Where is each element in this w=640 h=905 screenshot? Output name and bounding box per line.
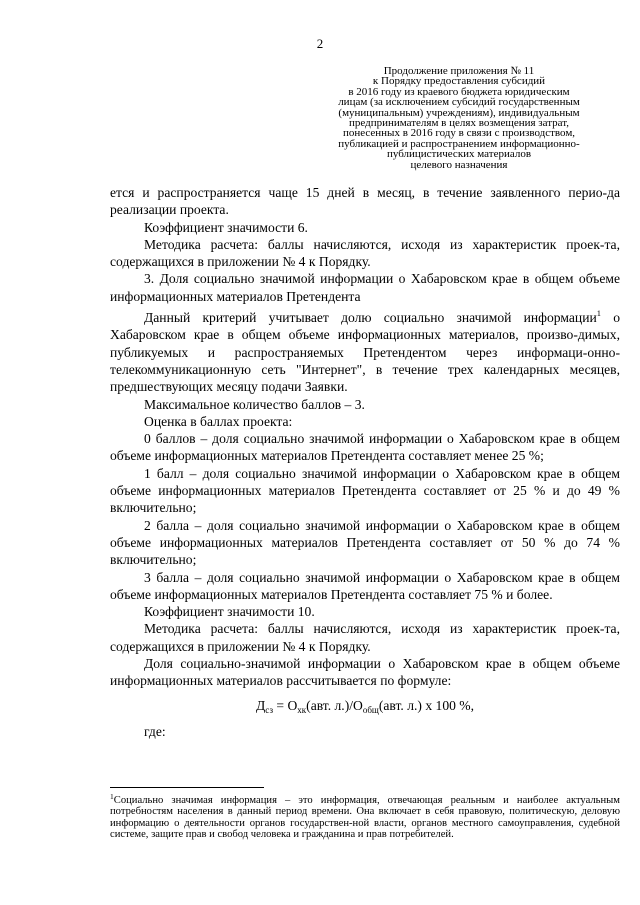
document-body <box>110 184 620 740</box>
header-line: в 2016 году из краевого бюджета юридическим <box>348 85 570 98</box>
paragraph: ется и распространяется чаще 15 дней в месяц, в течение заявленного перио-да реализации проекта. <box>110 185 620 218</box>
header-line: публицистических материалов <box>386 148 532 161</box>
score-2-paragraph: 2 балла – доля социально значимой информации о Хабаровском крае в общем объеме информационных материалов Претендента составляет от 50 % до 74 % включительно; <box>110 517 620 568</box>
footnote <box>110 791 620 841</box>
header-line: предпринимателям в целях возмещения затрат, <box>348 117 569 130</box>
score-0-paragraph: 0 баллов – доля социально значимой информации о Хабаровском крае в общем объеме информационных материалов Претендента составляет менее 25 %; <box>110 431 620 464</box>
header-line: лицам (за исключением субсидий государственным <box>338 96 580 109</box>
page-number: 2 <box>316 36 324 51</box>
footnote-divider <box>110 787 264 788</box>
header-line: публикацией и распространением информационно- <box>338 137 580 150</box>
formula-symbol: Д <box>255 697 266 713</box>
formula-subscript: хк <box>297 704 307 715</box>
score-3-paragraph: 3 балла – доля социально значимой информации о Хабаровском крае в общем объеме информационных материалов Претендента составляет 75 % и более. <box>110 569 620 602</box>
header-line: к Порядку предоставления субсидий <box>372 75 546 88</box>
paragraph: Методика расчета: баллы начисляются, исходя из характеристик проек-та, содержащихся в приложении № 4 к Порядку. <box>110 236 620 270</box>
where-label: где: <box>144 723 166 739</box>
header-line: (муниципальным) учреждениям), индивидуальным <box>338 106 580 119</box>
score-1-paragraph: 1 балл – доля социально значимой информации о Хабаровском крае в общем объеме информационных материалов Претендента составляет от 25 % и до 49 % включительно; <box>110 465 620 516</box>
footnote-reference: 1 <box>596 308 601 319</box>
paragraph: Максимальное количество баллов – 3. <box>144 396 365 412</box>
paragraph: Коэффициент значимости 6. <box>144 219 308 235</box>
formula-symbol: = О <box>273 697 298 713</box>
formula-subscript: сз <box>265 704 274 715</box>
formula <box>110 697 620 719</box>
header-line: Продолжение приложения № 11 <box>383 65 535 77</box>
formula-symbol: (авт. л.)/О <box>306 697 363 713</box>
footnote-marker: 1 <box>110 792 114 801</box>
paragraph: Оценка в баллах проекта: <box>144 413 293 429</box>
appendix-header <box>316 66 602 170</box>
footnote-text: Социально значимая информация – это информация, отвечающая реальным и наиболее актуальным потребностям населения в данный период времени. Она включает в себя правовую, политическую, деловую информацию о деятельности органов государствен-ной власти, органов местного самоуправления, судебной системе, защите прав и свобод человека и гражданина и прав потребителей. <box>110 795 620 841</box>
section-heading: 3. Доля социально значимой информации о Хабаровском крае в общем объеме информационных материалов Претендента <box>110 271 620 304</box>
paragraph: Доля социально-значимой информации о Хабаровском крае в общем объеме информационных материалов рассчитывается по формуле: <box>110 656 620 689</box>
header-line: понесенных в 2016 году в связи с производством, <box>342 127 576 140</box>
formula-symbol: (авт. л.) х 100 %, <box>378 697 475 713</box>
criterion-paragraph <box>110 305 620 395</box>
header-line: целевого назначения <box>410 158 508 171</box>
paragraph: Коэффициент значимости 10. <box>144 604 315 620</box>
paragraph: Методика расчета: баллы начисляются, исходя из характеристик проек-та, содержащихся в приложении № 4 к Порядку. <box>110 621 620 654</box>
criterion-text-end: о Хабаровском крае в общем объеме информационных материалов, произво-димых, публикуемых и распространяемых Претендентом через информаци-онно-телекоммуникационную сеть "Интернет", в течение трех календарных месяцев, предшествующих месяцу подачи Заявки. <box>110 310 620 395</box>
criterion-text-start: Данный критерий учитывает долю социально значимой информации <box>144 310 597 326</box>
formula-subscript: общ <box>362 704 379 715</box>
